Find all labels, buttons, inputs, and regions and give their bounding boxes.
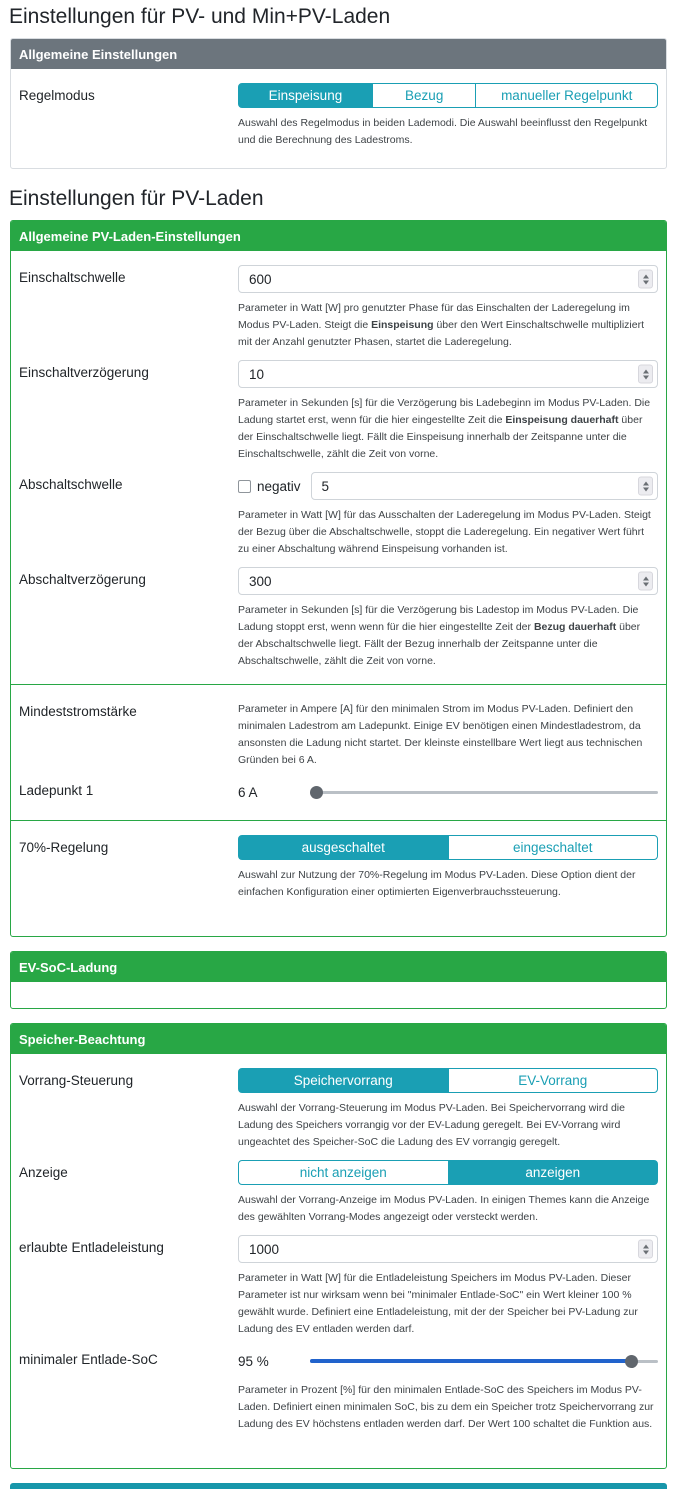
einschaltschwelle-content [238,265,658,351]
einschaltschwelle-input-wrap [238,265,658,293]
anzeige-help-text: Auswahl der Vorrang-Anzeige im Modus PV-Laden. In einigen Themes kann die Anzeige des gewählten Vorrang-Modes angezeigt oder versteckt werden. [238,1194,650,1223]
abschaltschwelle-help-text: Parameter in Watt [W] für das Ausschalten der Laderegelung im Modus PV-Laden. Steigt der Bezug über die Abschaltschwelle, stoppt die Laderegelung. Ein negativer Wert führt zu einer Abschaltung während Einspeisung vorhanden ist. [238,509,651,555]
card-ev-soc-ladung [10,951,667,1009]
anzeigen-button[interactable]: anzeigen [448,1160,659,1185]
slider-fill [310,1359,634,1363]
abschaltverzoegerung-content [238,567,658,670]
abschaltschwelle-label: Abschaltschwelle [19,477,123,492]
form-row-anzeige [19,1160,658,1226]
entladeleistung-content [238,1235,658,1338]
ladepunkt-1-label: Ladepunkt 1 [19,783,94,798]
spinner-down-icon [643,487,649,491]
vorrang-steuerung-content [238,1068,658,1151]
abschaltschwelle-input[interactable] [311,472,658,500]
regelmodus-bezug-button[interactable]: Bezug [372,83,477,108]
ladepunkt-1-slider-row [238,778,658,806]
form-row-einschaltschwelle [19,265,658,351]
form-row-vorrang-steuerung [19,1068,658,1151]
spinner-down-icon [643,1250,649,1254]
form-row-abschaltverzoegerung [19,567,658,670]
regelmodus-button-group [238,83,658,108]
card-speicher-beachtung [10,1023,667,1469]
anzeige-content [238,1160,658,1226]
card-pv-laden-einstellungen [10,220,667,937]
entladeleistung-input[interactable] [238,1235,658,1263]
card-header-allgemeine-einstellungen: Allgemeine Einstellungen [11,39,666,69]
card-header-speicher-beachtung: Speicher-Beachtung [11,1024,666,1054]
number-spinner[interactable] [638,365,653,384]
abschaltverzoegerung-label: Abschaltverzögerung [19,572,146,587]
card-body [11,1054,666,1468]
form-row-regelmodus [19,83,658,149]
abschaltverzoegerung-help-text: Parameter in Sekunden [s] für die Verzögerung bis Ladestop im Modus PV-Laden. Die Ladung stoppt erst, wenn wenn für die hier eingestellte Zeit der Bezug dauerhaft über der Abschaltschwelle liegt. Fällt der Bezug innerhalb der Zeitspanne unter die Abschaltschwelle, zählt die Zeit von vorne. [238,604,641,667]
number-spinner[interactable] [638,477,653,496]
abschaltschwelle-controls [238,472,658,500]
70-regelung-label: 70%-Regelung [19,840,109,855]
speichervorrang-button[interactable]: Speichervorrang [238,1068,449,1093]
slider-track [310,791,658,794]
70-regelung-help-text: Auswahl zur Nutzung der 70%-Regelung im Modus PV-Laden. Diese Option dient der einfachen Konfiguration einer optimierten Eigenverbrauchssteuerung. [238,869,636,898]
spinner-up-icon [643,1244,649,1248]
slider-thumb[interactable] [310,786,323,799]
slider-thumb[interactable] [625,1355,638,1368]
form-row-mindeststromstaerke [19,699,658,769]
form-row-70-regelung [19,835,658,901]
number-spinner[interactable] [638,572,653,591]
bottom-teal-bar [10,1483,667,1489]
regelmodus-help-text: Auswahl des Regelmodus in beiden Lademodi. Die Auswahl beeinflusst den Regelpunkt und die Berechnung des Ladestroms. [238,117,648,146]
spacer [19,910,658,926]
entladeleistung-label: erlaubte Entladeleistung [19,1240,164,1255]
entlade-soc-slider[interactable] [310,1354,658,1368]
card-body [11,69,666,168]
mindeststromstaerke-label: Mindeststromstärke [19,704,137,719]
divider [11,820,666,821]
einschaltverzoegerung-help-text: Parameter in Sekunden [s] für die Verzögerung bis Ladebeginn im Modus PV-Laden. Die Ladung startet erst, wenn für die hier eingestellte Zeit die Einspeisung dauerhaft über der Einschaltschwelle liegt. Fällt die Einspeisung innerhalb der Zeitspanne unter die Einschaltschwelle, zählt die Zeit von vorne. [238,397,651,460]
regelmodus-manueller-regelpunkt-button[interactable]: manueller Regelpunkt [475,83,658,108]
spinner-up-icon [643,481,649,485]
regelmodus-content [238,83,658,149]
einschaltschwelle-label: Einschaltschwelle [19,270,126,285]
ladepunkt-1-content [238,778,658,806]
mindeststromstaerke-content [238,699,658,769]
vorrang-steuerung-button-group [238,1068,658,1093]
entladeleistung-help-text: Parameter in Watt [W] für die Entladeleistung Speichers im Modus PV-Laden. Dieser Parameter ist nur wirksam wenn bei "minimaler Entlade-SoC" ein Wert kleiner 100 % gewählt wurde. Definiert eine Entladeleistung, mit der der Speicher bei PV-Ladung zur Ladung des EV entladen werden darf. [238,1272,638,1335]
page-title-main: Einstellungen für PV- und Min+PV-Laden [9,5,391,28]
abschaltschwelle-input-wrap [311,472,658,500]
70-regelung-content [238,835,658,901]
regelmodus-einspeisung-button[interactable]: Einspeisung [238,83,373,108]
card-header-pv-laden: Allgemeine PV-Laden-Einstellungen [11,221,666,251]
ladepunkt-1-slider[interactable] [310,785,658,799]
entlade-soc-value: 95 % [238,1353,269,1369]
form-row-entladeleistung [19,1235,658,1338]
einschaltverzoegerung-content [238,360,658,463]
ev-soc-ladung-empty-body [11,982,666,1008]
negativ-checkbox[interactable] [238,480,251,493]
entlade-soc-help-text: Parameter in Prozent [%] für den minimalen Entlade-SoC des Speichers im Modus PV-Laden. Definiert einen minimalen SoC, bis zu dem ein Speicher trotz Speichervorrang zur Ladung des EV höchstens entladen werden darf. Der Wert 100 schaltet die Funktion aus. [238,1384,654,1430]
anzeige-button-group [238,1160,658,1185]
entlade-soc-label: minimaler Entlade-SoC [19,1352,158,1367]
card-body [11,251,666,936]
einschaltverzoegerung-input[interactable] [238,360,658,388]
number-spinner[interactable] [638,270,653,289]
regelmodus-label: Regelmodus [19,88,95,103]
abschaltschwelle-content [238,472,658,558]
70-regelung-button-group [238,835,658,860]
ev-vorrang-button[interactable]: EV-Vorrang [448,1068,659,1093]
spacer [19,1442,658,1458]
negativ-checkbox-label: negativ [257,478,301,494]
spinner-up-icon [643,369,649,373]
divider [11,684,666,685]
form-row-ladepunkt-1 [19,778,658,806]
abschaltverzoegerung-input[interactable] [238,567,658,595]
70-regelung-ausgeschaltet-button[interactable]: ausgeschaltet [238,835,449,860]
vorrang-steuerung-help-text: Auswahl der Vorrang-Steuerung im Modus PV-Laden. Bei Speichervorrang wird die Ladung des Speichers vorrangig vor der EV-Ladung geregelt. Bei EV-Vorrang wird ungeachtet des Speicher-SoC die Ladung des EV vorrangig geregelt. [238,1102,625,1148]
spinner-down-icon [643,280,649,284]
spinner-down-icon [643,582,649,586]
spinner-up-icon [643,274,649,278]
entlade-soc-content [238,1347,658,1433]
number-spinner[interactable] [638,1240,653,1259]
70-regelung-eingeschaltet-button[interactable]: eingeschaltet [448,835,659,860]
spinner-up-icon [643,576,649,580]
nicht-anzeigen-button[interactable]: nicht anzeigen [238,1160,449,1185]
entladeleistung-input-wrap [238,1235,658,1263]
spinner-down-icon [643,375,649,379]
mindeststromstaerke-help-text: Parameter in Ampere [A] für den minimalen Strom im Modus PV-Laden. Definiert den minimalen Ladestrom am Ladepunkt. Einige EV benötigen einen Mindestladestrom, da ansonsten die Ladung nicht startet. Der kleinste einstellbare Wert liegt aus technischen Gründen bei 6 A. [238,703,643,766]
card-header-ev-soc-ladung: EV-SoC-Ladung [11,952,666,982]
form-row-einschaltverzoegerung [19,360,658,463]
form-row-abschaltschwelle [19,472,658,558]
vorrang-steuerung-label: Vorrang-Steuerung [19,1073,134,1088]
einschaltverzoegerung-input-wrap [238,360,658,388]
form-row-entlade-soc [19,1347,658,1433]
ladepunkt-1-value: 6 A [238,784,258,800]
einschaltschwelle-help-text: Parameter in Watt [W] pro genutzter Phase für das Einschalten der Laderegelung im Modus PV-Laden. Steigt die Einspeisung über den Wert Einschaltschwelle multipliziert mit der Anzahl genutzter Phasen, startet die Laderegelung. [238,302,645,348]
anzeige-label: Anzeige [19,1165,68,1180]
entlade-soc-slider-row [238,1347,658,1375]
card-allgemeine-einstellungen [10,38,667,169]
abschaltverzoegerung-input-wrap [238,567,658,595]
einschaltschwelle-input[interactable] [238,265,658,293]
page-title-pv-laden: Einstellungen für PV-Laden [9,187,264,210]
einschaltverzoegerung-label: Einschaltverzögerung [19,365,149,380]
